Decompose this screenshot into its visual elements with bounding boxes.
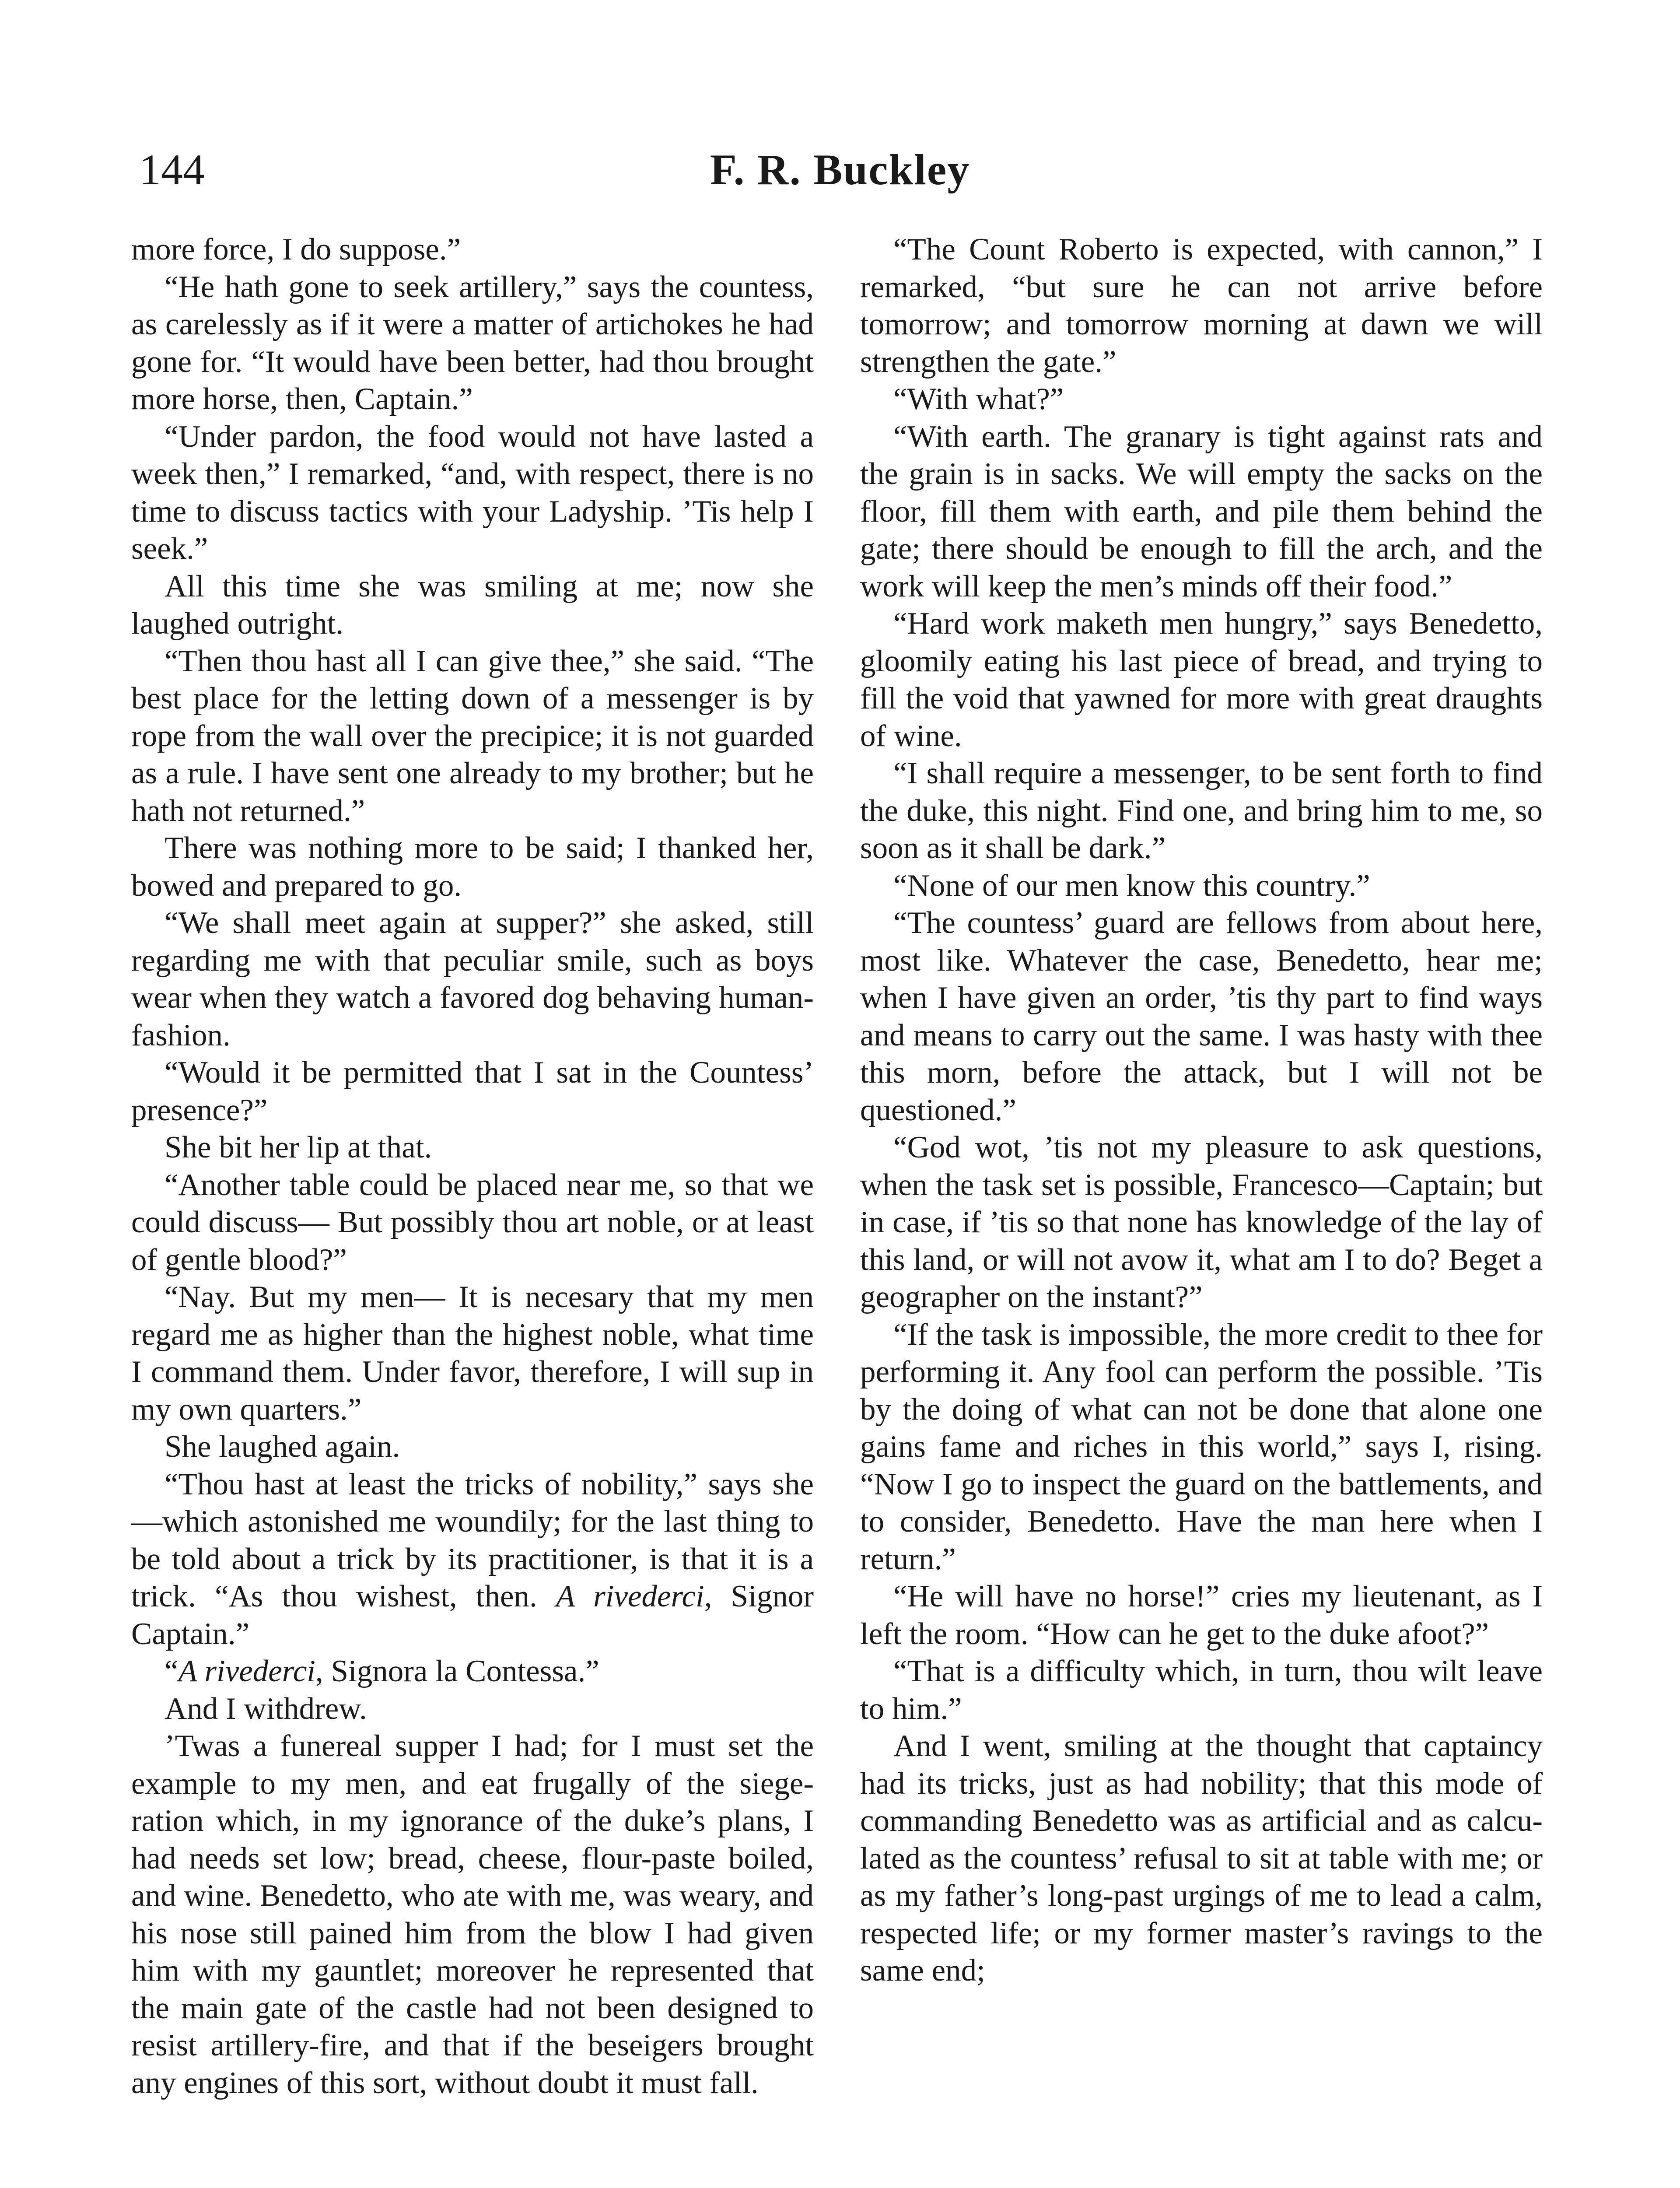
paragraph: “Nay. But my men— It is necesary that my men regard me as higher than the highest noble, what time I command them. Under favor, therefore, I will sup in my own quarters.” [131, 1280, 814, 1427]
paragraph: “He hath gone to seek artillery,” says the countess, as carelessly as if it were a matter of artichokes he had gone for. “It would have been better, had thou brought more horse, then, Captain.” [131, 270, 814, 416]
paragraph: “The countess’ guard are fellows from about here, most like. Whatever the case, Benedetto, hear me; when I have given an order, ’tis thy part to find ways and means to carry out the same. I was hasty with thee this morn, before the attack, but I will not be questioned.” [860, 906, 1543, 1127]
paragraph: “Under pardon, the food would not have lasted a week then,” I remarked, “and, with respect, there is no time to discuss tactics with your Ladyship. ’Tis help I seek.” [131, 419, 814, 566]
paragraph: “Would it be permitted that I sat in the Countess’ presence?” [131, 1055, 814, 1127]
paragraph: “With earth. The granary is tight against rats and the grain is in sacks. We will empty the sacks on the floor, fill them with earth, and pile them behind the gate; there should be enough to fill the arch, and the work will keep the men’s minds off their food.” [860, 419, 1543, 603]
paragraph: “With what?” [893, 382, 1064, 416]
italic-phrase: A rivederci [556, 1579, 704, 1613]
paragraph: “None of our men know this country.” [893, 868, 1370, 903]
text-run: “ [164, 1654, 178, 1688]
paragraph [131, 1466, 814, 1653]
paragraph: “God wot, ’tis not my pleasure to ask questions, when the task set is possible, Francesco—Captain; but in case, if ’tis so that none has knowledge of the lay of this land, or will not avow it, what am I to do? Beget a geographer on the instant?” [860, 1130, 1543, 1314]
left-column [131, 231, 814, 2188]
paragraph: “That is a difficulty which, in turn, thou wilt leave to him.” [860, 1654, 1543, 1726]
paragraph [131, 1653, 814, 1690]
text-run: , Signor Captain.” [131, 1579, 814, 1651]
paragraph: She bit her lip at that. [164, 1130, 432, 1164]
paragraph: She laughed again. [164, 1430, 400, 1464]
text-run: , Signora la Contessa.” [315, 1654, 599, 1688]
paragraph: more force, I do suppose.” [131, 232, 461, 266]
paragraph: And I withdrew. [164, 1691, 367, 1726]
paragraph: “If the task is impossible, the more credit to thee for performing it. Any fool can perform the possible. ’Tis by the doing of what can not be done that alone one gains fame and riches in this world,” says I, rising. “Now I go to inspect the guard on the battlements, and to consider, Benedetto. Have the man here when I return.” [860, 1317, 1543, 1576]
page-number: 144 [139, 145, 205, 194]
paragraph: “Another table could be placed near me, so that we could discuss— But possibly thou art noble, or at least of gentle blood?” [131, 1168, 814, 1277]
italic-phrase: A rivederci [178, 1654, 315, 1688]
paragraph: “The Count Roberto is expected, with cannon,” I remarked, “but sure he can not arrive before tomorrow; and tomorrow morning at dawn we will strengthen the gate.” [860, 232, 1543, 379]
paragraph: All this time she was smiling at me; now she laughed outright. [131, 569, 814, 641]
paragraph: “Then thou hast all I can give thee,” she said. “The best place for the letting down of a messenger is by rope from the wall over the precipice; it is not guarded as a rule. I have sent one already to my brother; but he hath not returned.” [131, 644, 814, 828]
right-column [860, 231, 1543, 2188]
running-head-author: F. R. Buckley [710, 145, 970, 194]
paragraph: “I shall require a messenger, to be sent forth to find the duke, this night. Find one, and bring him to me, so soon as it shall be dark.” [860, 756, 1543, 865]
paragraph: There was nothing more to be said; I thanked her, bowed and prepared to go. [131, 831, 814, 903]
paragraph: ’Twas a funereal supper I had; for I must set the example to my men, and eat frugally of the siege-ration which, in my ignorance of the duke’s plans, I had needs set low; bread, cheese, flour-paste boiled, and wine. Benedetto, who ate with me, was weary, and his nose still pained him from the blow I had given him with my gauntlet; moreover he represented that the main gate of the castle had not been designed to resist artillery-fire, and that if the beseigers brought any engines of this sort, without doubt it must fall. [131, 1729, 814, 2100]
text-run: “Thou hast at least the tricks of nobility,” says she—which astonished me woundily; for the last thing to be told about a trick by its practitioner, is that it is a trick. “As thou wishest, then. [131, 1467, 814, 1613]
paragraph: “He will have no horse!” cries my lieutenant, as I left the room. “How can he get to the duke afoot?” [860, 1579, 1543, 1651]
paragraph: “Hard work maketh men hungry,” says Benedetto, gloomily eating his last piece of bread, and trying to fill the void that yawned for more with great draughts of wine. [860, 607, 1543, 753]
paragraph: And I went, smiling at the thought that captaincy had its tricks, just as had nobility; that this mode of commanding Benedetto was as artificial and as calculated as the countess’ refusal to sit at table with me; or as my father’s long-past urgings of me to lead a calm, respected life; or my former master’s ravings to the same end; [860, 1729, 1543, 1988]
paragraph: “We shall meet again at supper?” she asked, still regarding me with that peculiar smile, such as boys wear when they watch a favored dog behaving human-fashion. [131, 906, 814, 1052]
